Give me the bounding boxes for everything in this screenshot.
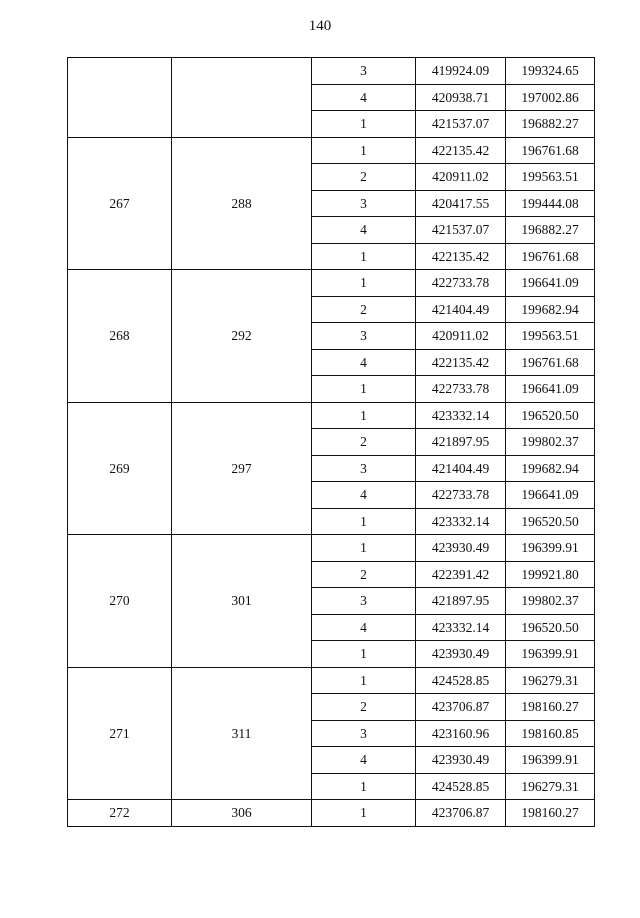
- plot-number-cell: 270: [68, 535, 172, 668]
- point-number-cell: 4: [312, 482, 416, 509]
- point-number-cell: 3: [312, 58, 416, 85]
- y-coordinate-cell: 198160.85: [506, 720, 595, 747]
- page-number: 140: [308, 18, 332, 34]
- x-coordinate-cell: 421404.49: [416, 455, 506, 482]
- y-coordinate-cell: 199324.65: [506, 58, 595, 85]
- y-coordinate-cell: 199921.80: [506, 561, 595, 588]
- point-number-cell: 4: [312, 84, 416, 111]
- y-coordinate-cell: 196399.91: [506, 747, 595, 774]
- y-coordinate-cell: 196399.91: [506, 641, 595, 668]
- plot-number-cell: 272: [68, 800, 172, 827]
- point-number-cell: 3: [312, 455, 416, 482]
- x-coordinate-cell: 423706.87: [416, 800, 506, 827]
- point-number-cell: 2: [312, 429, 416, 456]
- x-coordinate-cell: 422135.42: [416, 137, 506, 164]
- x-coordinate-cell: 423332.14: [416, 508, 506, 535]
- x-coordinate-cell: 421537.07: [416, 111, 506, 138]
- area-cell: 306: [172, 800, 312, 827]
- point-number-cell: 1: [312, 641, 416, 668]
- point-number-cell: 3: [312, 323, 416, 350]
- point-number-cell: 1: [312, 270, 416, 297]
- table-row: [68, 270, 595, 297]
- x-coordinate-cell: 420911.02: [416, 323, 506, 350]
- point-number-cell: 4: [312, 614, 416, 641]
- point-number-cell: 1: [312, 243, 416, 270]
- x-coordinate-cell: 420938.71: [416, 84, 506, 111]
- x-coordinate-cell: 423930.49: [416, 747, 506, 774]
- table-row: [68, 58, 595, 85]
- y-coordinate-cell: 198160.27: [506, 694, 595, 721]
- x-coordinate-cell: 422135.42: [416, 243, 506, 270]
- table-row: [68, 667, 595, 694]
- point-number-cell: 3: [312, 588, 416, 615]
- plot-number-cell: 267: [68, 137, 172, 270]
- point-number-cell: 1: [312, 402, 416, 429]
- table-row: [68, 800, 595, 827]
- x-coordinate-cell: 422391.42: [416, 561, 506, 588]
- x-coordinate-cell: 421897.95: [416, 429, 506, 456]
- area-cell: 288: [172, 137, 312, 270]
- point-number-cell: 2: [312, 561, 416, 588]
- y-coordinate-cell: 199682.94: [506, 455, 595, 482]
- point-number-cell: 1: [312, 667, 416, 694]
- y-coordinate-cell: 196882.27: [506, 217, 595, 244]
- y-coordinate-cell: 196761.68: [506, 243, 595, 270]
- y-coordinate-cell: 199802.37: [506, 429, 595, 456]
- x-coordinate-cell: 423160.96: [416, 720, 506, 747]
- point-number-cell: 4: [312, 217, 416, 244]
- y-coordinate-cell: 197002.86: [506, 84, 595, 111]
- y-coordinate-cell: 199563.51: [506, 323, 595, 350]
- y-coordinate-cell: 196641.09: [506, 270, 595, 297]
- x-coordinate-cell: 422135.42: [416, 349, 506, 376]
- point-number-cell: 3: [312, 190, 416, 217]
- x-coordinate-cell: 423930.49: [416, 641, 506, 668]
- coordinates-table: [67, 57, 595, 827]
- table-row: [68, 137, 595, 164]
- point-number-cell: 1: [312, 376, 416, 403]
- y-coordinate-cell: 196399.91: [506, 535, 595, 562]
- y-coordinate-cell: 199682.94: [506, 296, 595, 323]
- x-coordinate-cell: 423930.49: [416, 535, 506, 562]
- point-number-cell: 2: [312, 164, 416, 191]
- area-cell: 292: [172, 270, 312, 403]
- x-coordinate-cell: 419924.09: [416, 58, 506, 85]
- x-coordinate-cell: 424528.85: [416, 667, 506, 694]
- plot-number-cell: 268: [68, 270, 172, 403]
- y-coordinate-cell: 196520.50: [506, 614, 595, 641]
- y-coordinate-cell: 199802.37: [506, 588, 595, 615]
- x-coordinate-cell: 423706.87: [416, 694, 506, 721]
- point-number-cell: 4: [312, 349, 416, 376]
- point-number-cell: 1: [312, 137, 416, 164]
- x-coordinate-cell: 421537.07: [416, 217, 506, 244]
- x-coordinate-cell: 424528.85: [416, 773, 506, 800]
- point-number-cell: 1: [312, 535, 416, 562]
- x-coordinate-cell: 422733.78: [416, 270, 506, 297]
- y-coordinate-cell: 198160.27: [506, 800, 595, 827]
- x-coordinate-cell: 421404.49: [416, 296, 506, 323]
- x-coordinate-cell: 423332.14: [416, 614, 506, 641]
- point-number-cell: 2: [312, 694, 416, 721]
- y-coordinate-cell: 196279.31: [506, 667, 595, 694]
- y-coordinate-cell: 196882.27: [506, 111, 595, 138]
- x-coordinate-cell: 420417.55: [416, 190, 506, 217]
- area-cell: 311: [172, 667, 312, 800]
- y-coordinate-cell: 199563.51: [506, 164, 595, 191]
- point-number-cell: 4: [312, 747, 416, 774]
- x-coordinate-cell: 423332.14: [416, 402, 506, 429]
- point-number-cell: 1: [312, 508, 416, 535]
- y-coordinate-cell: 196761.68: [506, 349, 595, 376]
- point-number-cell: 1: [312, 111, 416, 138]
- area-cell: 301: [172, 535, 312, 668]
- point-number-cell: 1: [312, 773, 416, 800]
- area-cell: [172, 58, 312, 138]
- y-coordinate-cell: 196520.50: [506, 508, 595, 535]
- area-cell: 297: [172, 402, 312, 535]
- plot-number-cell: [68, 58, 172, 138]
- point-number-cell: 1: [312, 800, 416, 827]
- y-coordinate-cell: 196520.50: [506, 402, 595, 429]
- y-coordinate-cell: 199444.08: [506, 190, 595, 217]
- y-coordinate-cell: 196279.31: [506, 773, 595, 800]
- coordinates-table-body: [68, 58, 595, 827]
- point-number-cell: 3: [312, 720, 416, 747]
- x-coordinate-cell: 421897.95: [416, 588, 506, 615]
- y-coordinate-cell: 196641.09: [506, 482, 595, 509]
- x-coordinate-cell: 420911.02: [416, 164, 506, 191]
- plot-number-cell: 271: [68, 667, 172, 800]
- table-row: [68, 535, 595, 562]
- point-number-cell: 2: [312, 296, 416, 323]
- y-coordinate-cell: 196641.09: [506, 376, 595, 403]
- x-coordinate-cell: 422733.78: [416, 376, 506, 403]
- y-coordinate-cell: 196761.68: [506, 137, 595, 164]
- table-row: [68, 402, 595, 429]
- x-coordinate-cell: 422733.78: [416, 482, 506, 509]
- plot-number-cell: 269: [68, 402, 172, 535]
